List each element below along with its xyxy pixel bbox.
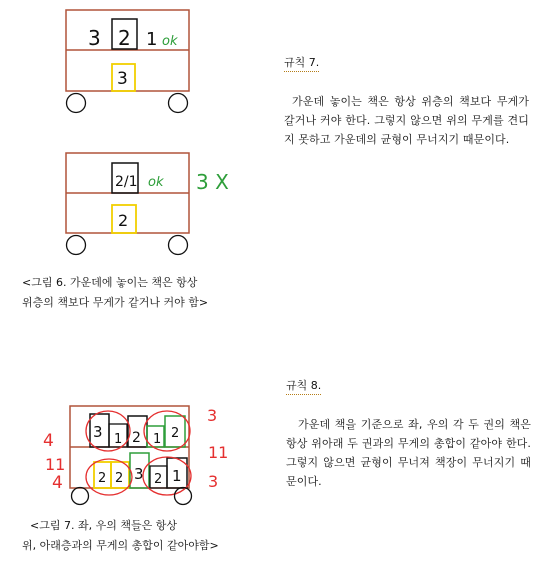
red-number-right-bottom: 3 (208, 472, 219, 491)
cart-3 (43, 406, 228, 505)
cart-3-top-label-2: 1 (114, 432, 123, 447)
cart-1-right-wheel (169, 94, 188, 113)
red-number-left-top: 4 (43, 431, 54, 451)
cart-2-side-mark: 3 X (196, 170, 229, 194)
red-number-right-top: 3 (207, 406, 218, 425)
cart-2-left-wheel (67, 236, 86, 255)
cart-3-bottom-label-5: 1 (172, 467, 182, 485)
cart-2-ok-mark: ok (148, 175, 164, 190)
rule-8-body: 가운데 책을 기준으로 좌, 우의 각 두 권의 책은 항상 위아래 두 권과의 무게의 총합이 같아야 한다. 그렇지 않으면 균형이 무너져 책장이 무너지기 때문이다. (286, 418, 531, 488)
cart-1-label-1: 1 (146, 29, 158, 50)
cart-2-top-label: 2/1 (115, 174, 138, 190)
cart-3-top-label-1: 3 (93, 423, 103, 441)
red-number-left-bottom: 4 (52, 473, 63, 493)
cart-3-bottom-label-3: 3 (134, 465, 144, 483)
red-number-right-mid: 11 (208, 443, 229, 462)
cart-3-bottom-label-2: 2 (115, 471, 124, 486)
cart-3-top-label-5: 2 (171, 426, 180, 441)
cart-1-ok-mark: ok (162, 34, 178, 49)
cart-1-label-2: 2 (118, 26, 131, 50)
cart-2-bottom-label: 2 (118, 211, 129, 230)
cart-2-right-wheel (169, 236, 188, 255)
red-circle-bottom-left (86, 459, 132, 495)
cart-3-left-wheel (72, 488, 89, 505)
red-number-left-mid: 11 (45, 455, 66, 474)
cart-3-top-label-3: 2 (132, 430, 141, 446)
cart-1 (66, 10, 189, 113)
rule-7-title: 규칙 7. (284, 54, 319, 72)
cart-1-left-wheel (67, 94, 86, 113)
figure-7-caption-line-2: 위, 아래층과의 무게의 총합이 같아야함> (22, 539, 219, 552)
rule-7-body: 가운데 놓이는 책은 항상 위층의 책보다 무게가 갈거나 커야 한다. 그렇지 않으면 위의 무게를 견디지 못하고 가운데의 균형이 무너지기 때문이다. (284, 95, 529, 146)
cart-1-bottom-label: 3 (117, 69, 128, 89)
cart-3-top-label-4: 1 (153, 432, 162, 447)
cart-2 (66, 153, 229, 255)
rule-8-title: 규칙 8. (286, 377, 321, 395)
red-circle-top-right (144, 411, 190, 451)
cart-3-bottom-label-1: 2 (98, 471, 107, 486)
figure-6-caption-line-1: <그림 6. 가운데에 놓이는 책은 항상 (22, 276, 198, 289)
cart-1-label-3: 3 (88, 26, 101, 50)
figure-7-caption-line-1: <그림 7. 좌, 우의 책들은 항상 (30, 519, 177, 532)
figure-6-caption-line-2: 위층의 책보다 무게가 같거나 커야 함> (22, 296, 209, 309)
cart-3-bottom-label-4: 2 (154, 472, 163, 487)
